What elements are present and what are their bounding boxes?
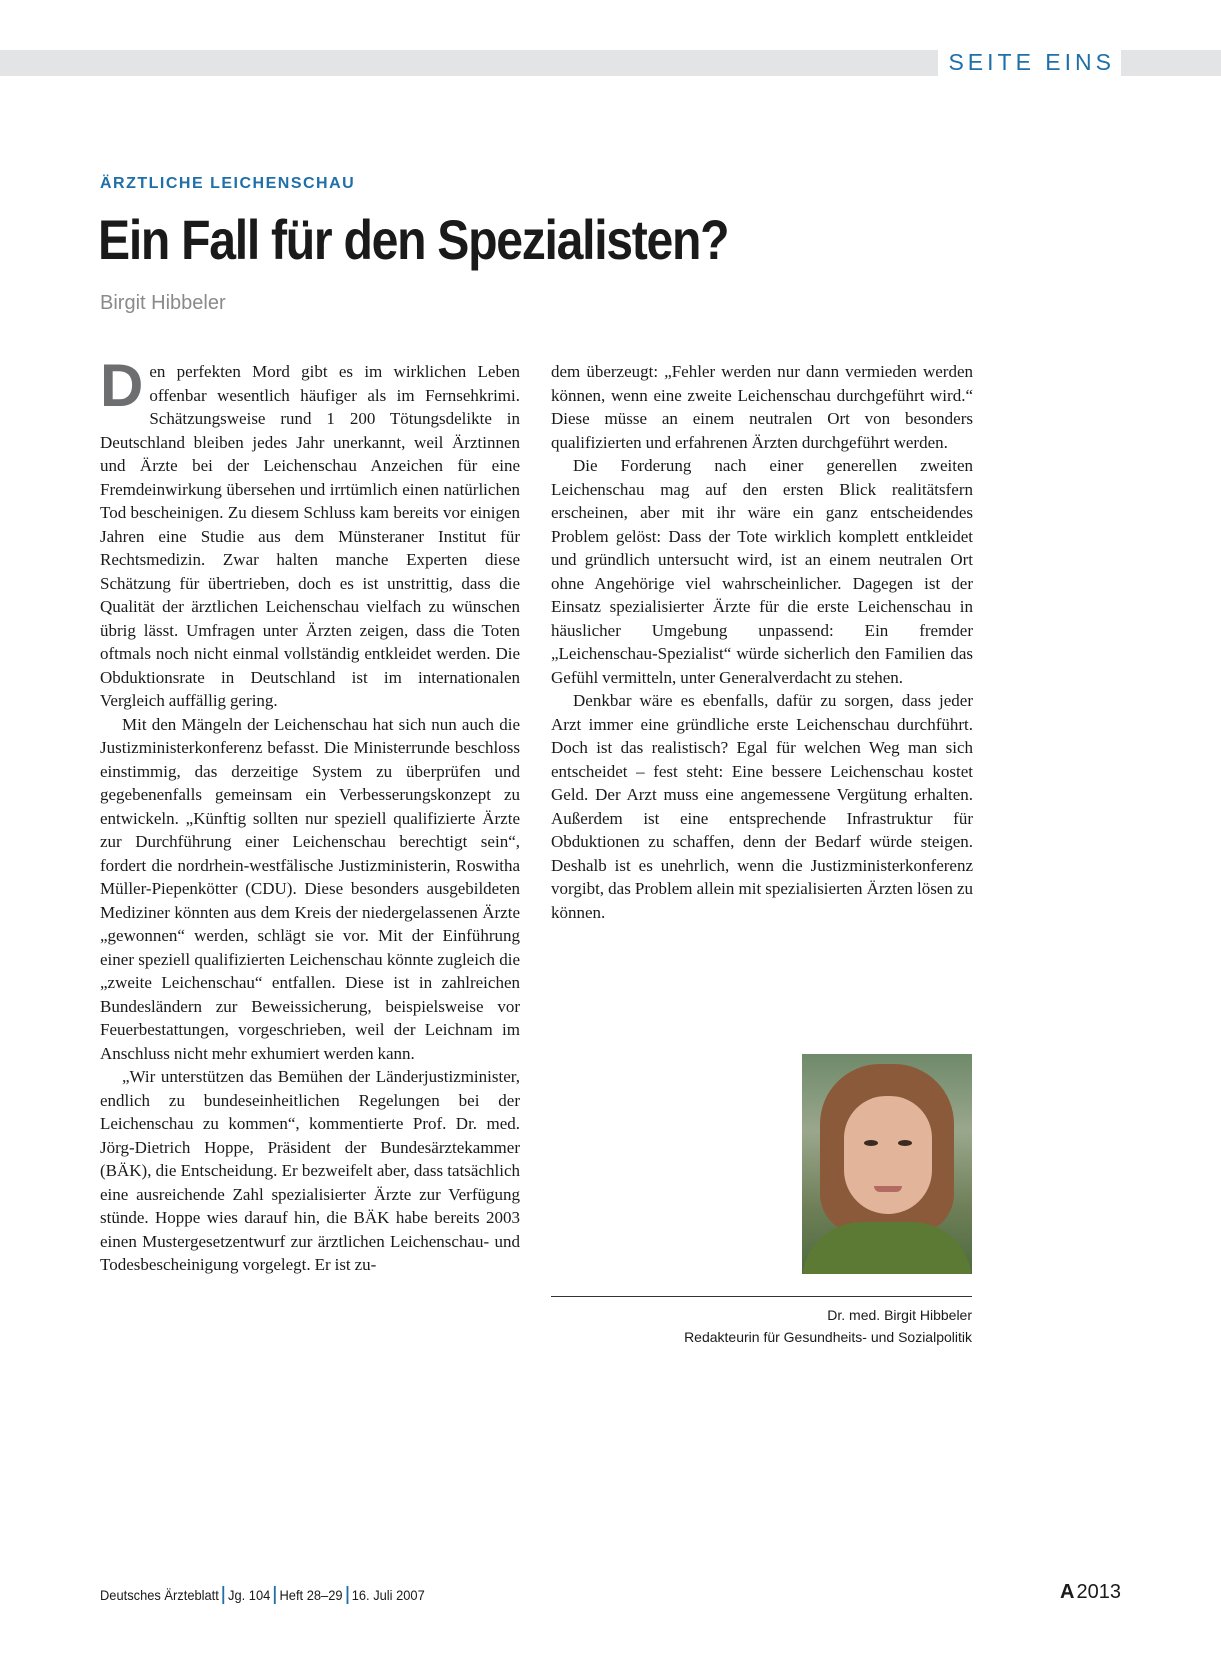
photo-face <box>844 1096 932 1214</box>
footer-volume: Jg. 104 <box>228 1587 271 1603</box>
footer-citation <box>100 1586 425 1604</box>
footer-separator <box>274 1586 276 1604</box>
paragraph: Denkbar wäre es ebenfalls, dafür zu sorgen, dass jeder Arzt immer eine gründliche erste Leichenschau durchführt. Doch ist das realistisch? Egal für welchen Weg man sich entscheidet – fest steht: Eine bessere Leichenschau kostet Geld. Der Arzt muss eine angemessene Vergütung erhalten. Außerdem ist eine entsprechende Infrastruktur für Obduktionen zu schaffen, denn der Bedarf würde steigen. Deshalb ist es unehrlich, wenn die Justizministerkonferenz vorgibt, das Problem allein mit spezialisierten Ärzten lösen zu können. <box>551 691 973 922</box>
article-headline: Ein Fall für den Spezialisten? <box>98 208 729 271</box>
author-photo <box>802 1054 972 1274</box>
author-name: Dr. med. Birgit Hibbeler <box>827 1307 972 1323</box>
footer-date: 16. Juli 2007 <box>351 1587 425 1603</box>
photo-eye <box>898 1140 912 1146</box>
author-role: Redakteurin für Gesundheits- und Sozialpolitik <box>684 1329 972 1345</box>
footer-separator <box>223 1586 225 1604</box>
article-byline: Birgit Hibbeler <box>100 292 226 314</box>
photo-shoulders <box>802 1222 972 1274</box>
photo-mouth <box>874 1186 902 1192</box>
page-prefix: A <box>1060 1581 1075 1603</box>
article-column-left <box>100 360 520 1345</box>
footer-publication: Deutsches Ärzteblatt <box>100 1587 219 1603</box>
page-number-value: 2013 <box>1076 1581 1121 1603</box>
footer-issue: Heft 28–29 <box>279 1587 343 1603</box>
paragraph: dem überzeugt: „Fehler werden nur dann vermieden werden können, wenn eine zweite Leichenschau durchgeführt wird.“ Diese müsse an einem neutralen Ort von besonders qualifizierten und erfahrenen Ärzten durchgeführt werden. <box>551 362 973 452</box>
paragraph-text: en perfekten Mord gibt es im wirklichen Leben offenbar wesentlich häufiger als im Fernsehkrimi. Schätzungsweise rund 1 200 Tötungsdelikte in Deutschland bleiben jedes Jahr unerkannt, weil Ärztinnen und Ärzte bei der Leichenschau Anzeichen für eine Fremdeinwirkung übersehen und irrtümlich einen natürlichen Tod bescheinigen. Zu diesem Schluss kam bereits vor einigen Jahren eine Studie aus dem Münsteraner Institut für Rechtsmedizin. Zwar halten manche Experten diese Schätzung für übertrieben, doch es ist unstrittig, dass die Qualität der ärztlichen Leichenschau vielfach zu wünschen übrig lässt. Umfragen unter Ärzten zeigen, dass die Toten oftmals noch nicht einmal vollständig entkleidet werden. Die Obduktionsrate in Deutschland ist im internationalen Vergleich auffällig gering. <box>100 362 520 710</box>
page-number <box>1060 1580 1121 1604</box>
photo-eye <box>864 1140 878 1146</box>
footer-separator <box>346 1586 348 1604</box>
caption-divider <box>551 1296 972 1297</box>
drop-cap: D <box>100 360 144 419</box>
author-caption <box>684 1304 972 1348</box>
article-kicker: ÄRZTLICHE LEICHENSCHAU <box>100 175 356 192</box>
section-label: SEITE EINS <box>938 46 1121 78</box>
paragraph: Die Forderung nach einer generellen zweiten Leichenschau mag auf den ersten Blick realitätsfern erscheinen, aber mit ihr wäre ein ganz entscheidendes Problem gelöst: Dass der Tote wirklich komplett entkleidet und gründlich untersucht wird, ist an einem neutralen Ort ohne Angehörige viel wahrscheinlicher. Dagegen ist der Einsatz spezialisierter Ärzte für die erste Leichenschau in häuslicher Umgebung unpassend: Ein fremder „Leichenschau-Spezialist“ würde sicherlich den Familien das Gefühl vermitteln, unter Generalverdacht zu stehen. <box>551 456 973 687</box>
paragraph: Mit den Mängeln der Leichenschau hat sich nun auch die Justizministerkonferenz befasst. Die Ministerrunde beschloss einstimmig, das derzeitige System zu überprüfen und gegebenenfalls gemeinsam ein Verbesserungskonzept zu entwickeln. „Künftig sollten nur speziell qualifizierte Ärzte zur Durchführung einer Leichenschau berechtigt sein“, fordert die nordrhein-westfälische Justizministerin, Roswitha Müller-Piepenkötter (CDU). Diese besonders ausgebildeten Mediziner könnten aus dem Kreis der niedergelassenen Ärzte „gewonnen“ werden, schlägt sie vor. Mit der Einführung einer speziell qualifizierten Leichenschau könnte zugleich die „zweite Leichenschau“ entfallen. Diese ist in zahlreichen Bundesländern zur Beweissicherung, beispielsweise vor Feuerbestattungen, vorgeschrieben, weil der Leichnam im Anschluss nicht mehr exhumiert werden kann. <box>100 714 520 1063</box>
article-column-right <box>551 360 973 980</box>
paragraph: „Wir unterstützen das Bemühen der Länderjustizminister, endlich zu bundeseinheitlichen Regelungen bei der Leichenschau zu kommen“, kommentierte Prof. Dr. med. Jörg-Dietrich Hoppe, Präsident der Bundesärztekammer (BÄK), die Entscheidung. Er bezweifelt aber, dass tatsächlich eine ausreichende Zahl spezialisierter Ärzte zur Verfügung stünde. Hoppe wies darauf hin, die BÄK habe bereits 2003 einen Mustergesetzentwurf zur ärztlichen Leichenschau- und Todesbescheinigung vorgelegt. Er ist zu- <box>100 1067 520 1274</box>
paragraph <box>100 360 520 713</box>
